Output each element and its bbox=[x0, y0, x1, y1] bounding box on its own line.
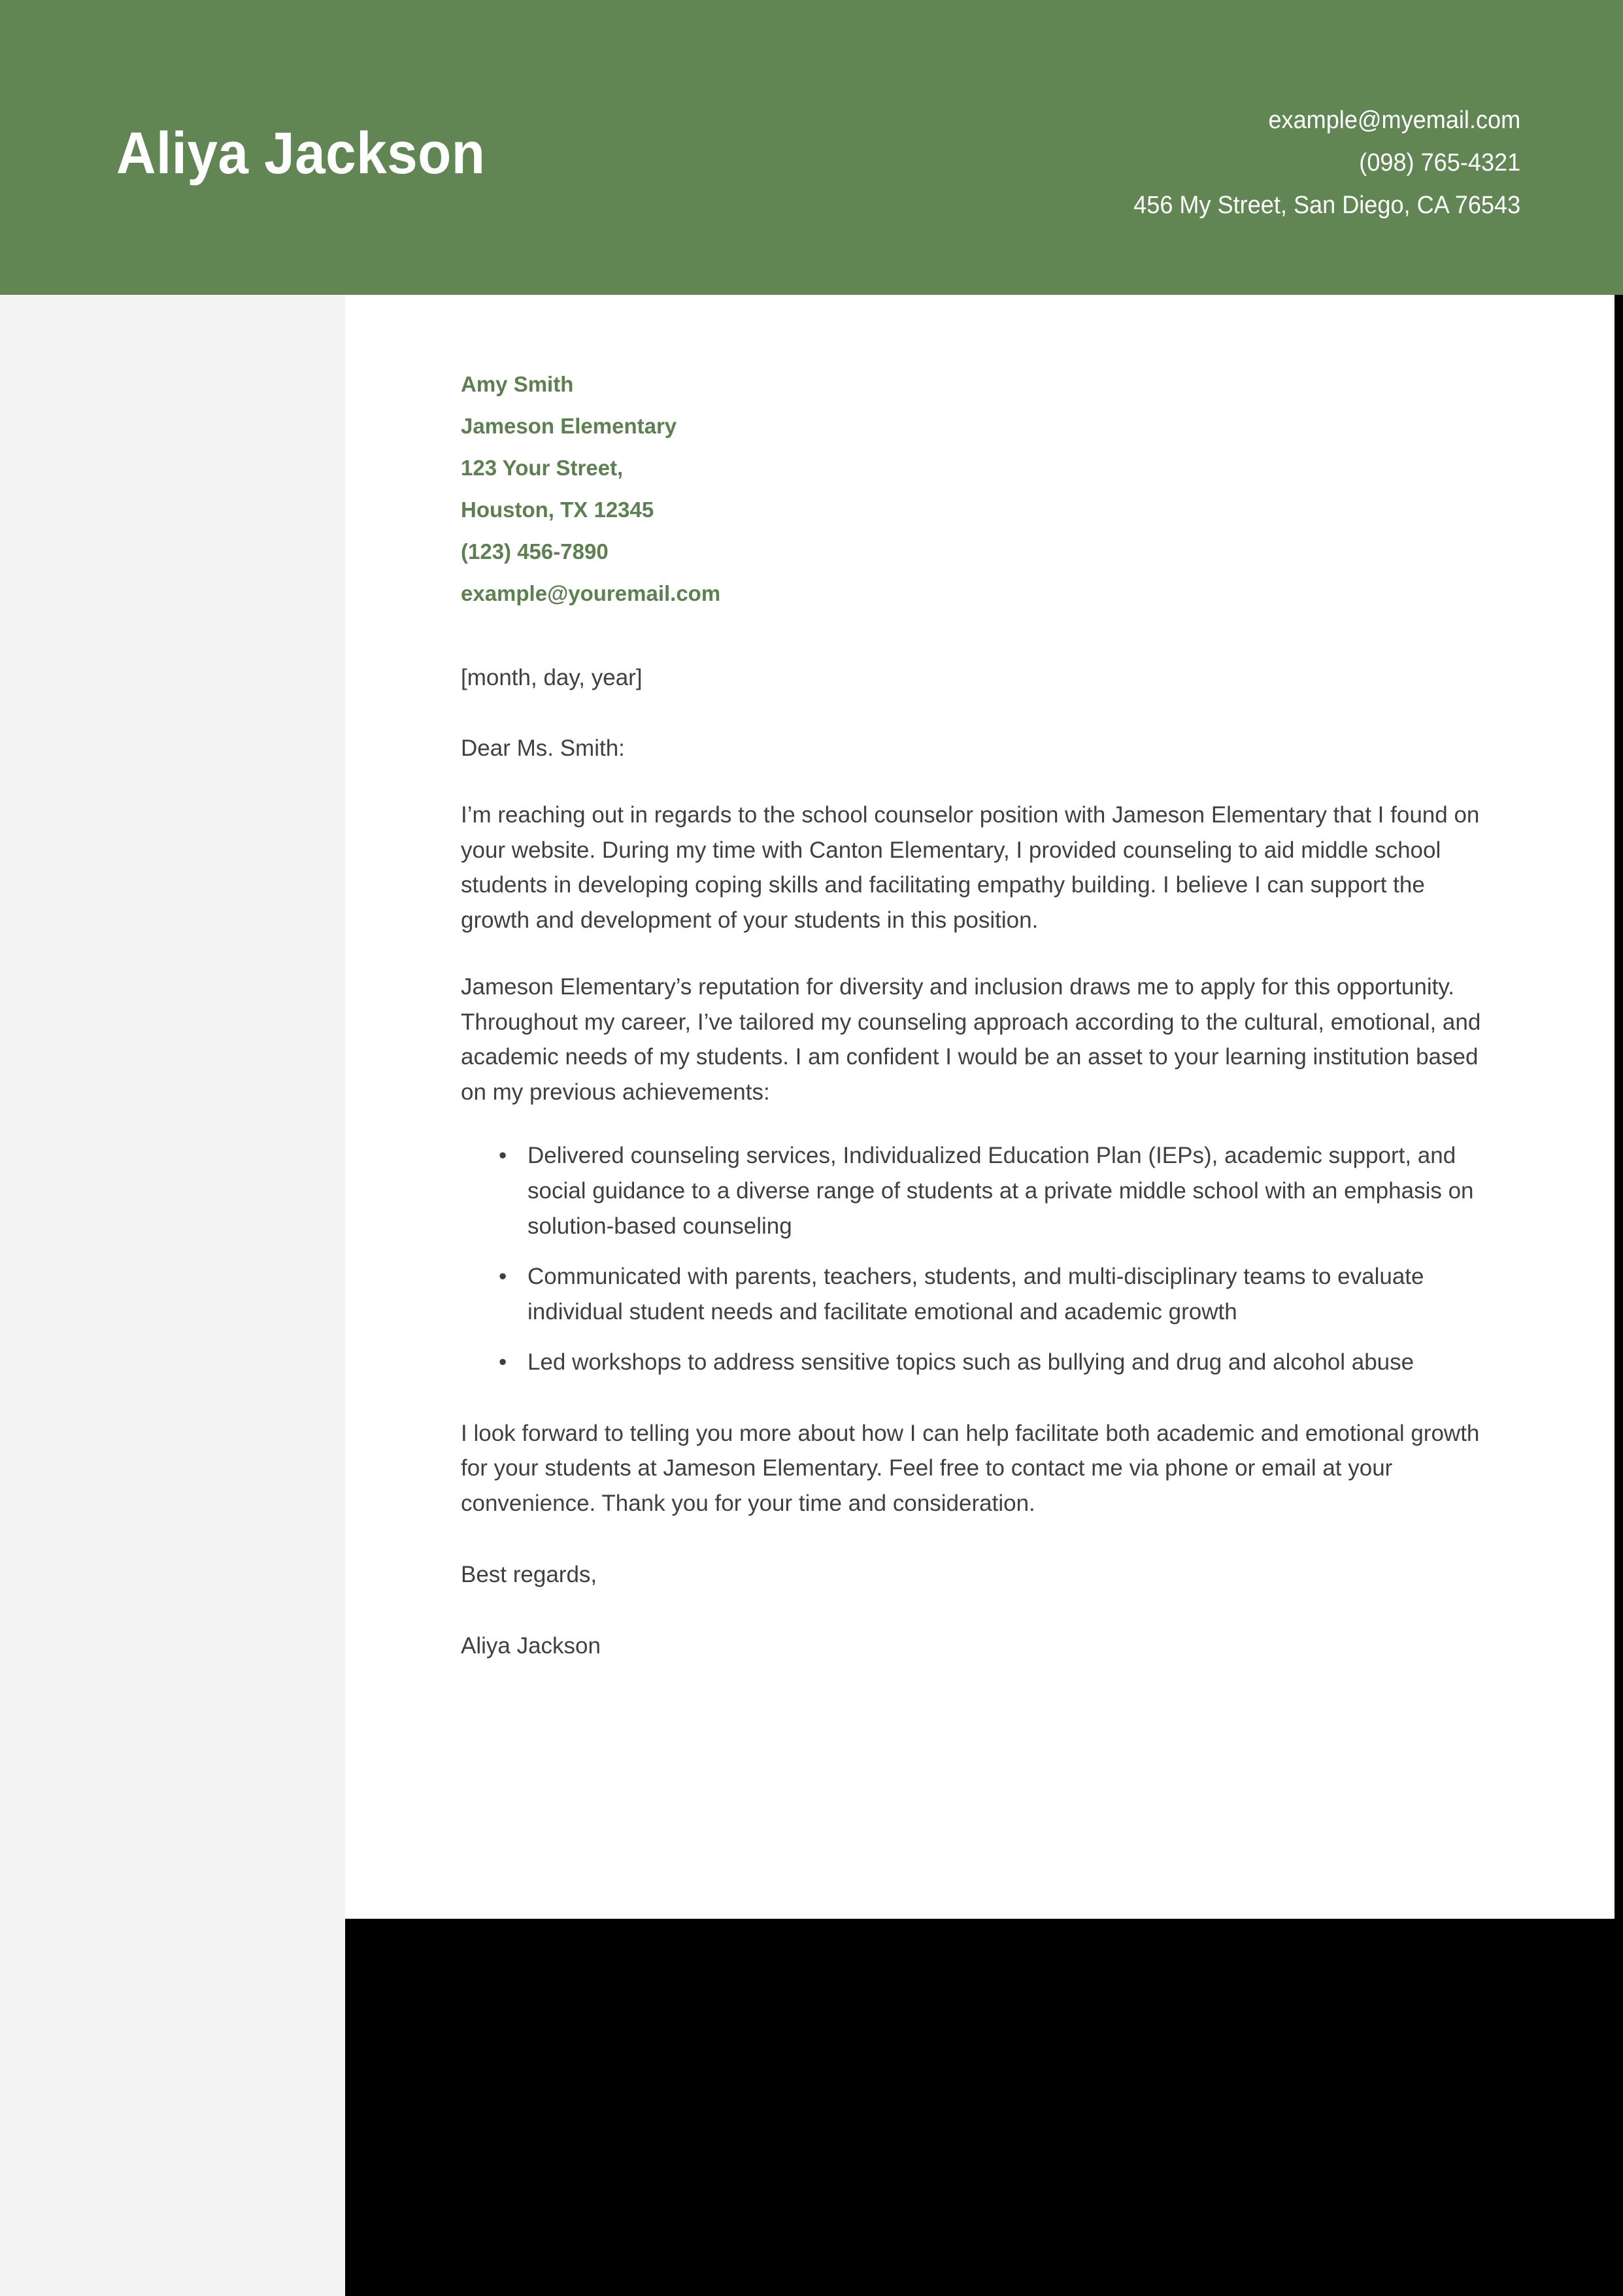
letter-body bbox=[461, 373, 1492, 1663]
letter-sheet bbox=[345, 295, 1615, 1919]
header-band bbox=[0, 0, 1623, 295]
letter-paragraph-1: I’m reaching out in regards to the school counselor position with Jameson Elementary that I found on your website. During my time with Canton Elementary, I provided counseling to aid middle school students in developing coping skills and facilitating empathy building. I believe I can support the growth and development of your students in this position. bbox=[461, 802, 1480, 933]
recipient-city-state-zip: Houston, TX 12345 bbox=[461, 498, 654, 522]
contact-phone: (098) 765-4321 bbox=[1359, 149, 1520, 177]
letter-salutation: Dear Ms. Smith: bbox=[461, 735, 625, 761]
recipient-street: 123 Your Street, bbox=[461, 456, 624, 480]
contact-address: 456 My Street, San Diego, CA 76543 bbox=[1133, 192, 1520, 219]
recipient-phone: (123) 456-7890 bbox=[461, 539, 609, 564]
header-contact-block bbox=[1113, 108, 1520, 218]
letter-paragraph-3: I look forward to telling you more about how I can help facilitate both academic and emotional growth for your students at Jameson Elementary. Feel free to contact me via phone or email at your convenience. Thank you for your time and consideration. bbox=[461, 1420, 1480, 1516]
list-item: • Led workshops to address sensitive topics such as bullying and drug and alcohol abuse bbox=[499, 1345, 1492, 1380]
list-item: • Delivered counseling services, Individualized Education Plan (IEPs), academic support, and social guidance to a diverse range of students at a private middle school with an emphasis on solution-based counseling bbox=[499, 1138, 1492, 1243]
left-gutter bbox=[0, 295, 345, 2296]
recipient-name: Amy Smith bbox=[461, 372, 574, 396]
bottom-edge-bar bbox=[345, 1919, 1623, 2296]
letter-paragraph-2: Jameson Elementary’s reputation for diversity and inclusion draws me to apply for this opportunity. Throughout my career, I’ve tailored my counseling approach according to the cultural, emotional, and academic needs of my students. I am confident I would be an asset to your learning institution based on my previous achievements: bbox=[461, 974, 1481, 1105]
achievements-list bbox=[461, 1138, 1492, 1379]
recipient-block bbox=[461, 373, 1492, 604]
letter-signature-name: Aliya Jackson bbox=[461, 1632, 601, 1659]
recipient-organization: Jameson Elementary bbox=[461, 414, 677, 438]
candidate-name: Aliya Jackson bbox=[116, 121, 486, 186]
list-item: • Communicated with parents, teachers, students, and multi-disciplinary teams to evaluate individual student needs and facilitate emotional and academic growth bbox=[499, 1259, 1492, 1329]
letter-sign-off: Best regards, bbox=[461, 1562, 597, 1588]
recipient-email: example@youremail.com bbox=[461, 581, 721, 605]
letter-date: [month, day, year] bbox=[461, 665, 643, 690]
contact-email: example@myemail.com bbox=[1268, 107, 1520, 134]
